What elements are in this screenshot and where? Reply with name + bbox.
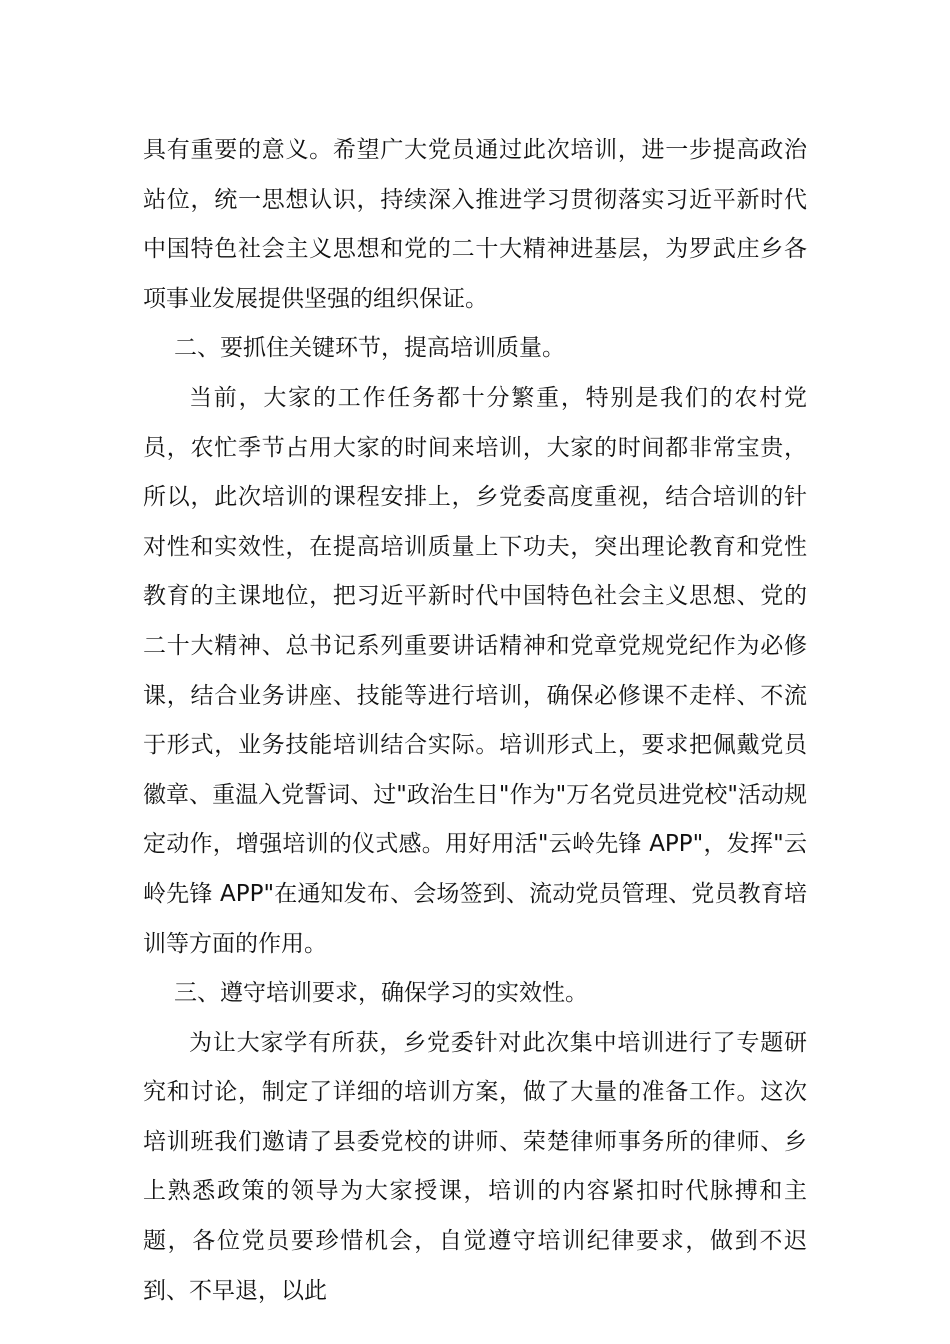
document-body xyxy=(143,126,807,1316)
section-heading-three: 三、遵守培训要求，确保学习的实效性。 xyxy=(174,980,589,1007)
paragraph-continued: 具有重要的意义。希望广大党员通过此次培训，进一步提高政治站位，统一思想认识，持续深入推进学习贯彻落实习近平新时代中国特色社会主义思想和党的二十大精神进基层，为罗武庄乡各项事业发展提供坚强的组织保证。 xyxy=(143,137,807,312)
section-heading-two: 二、要抓住关键环节，提高培训质量。 xyxy=(174,335,566,362)
paragraph-training-requirements: 为让大家学有所获，乡党委针对此次集中培训进行了专题研究和讨论，制定了详细的培训方案，做了大量的准备工作。这次培训班我们邀请了县委党校的讲师、荣楚律师事务所的律师、乡上熟悉政策的领导为大家授课，培训的内容紧扣时代脉搏和主题，各位党员要珍惜机会，自觉遵守培训纪律要求，做到不迟到、不早退，以此 xyxy=(143,1029,807,1304)
paragraph-training-quality: 当前，大家的工作任务都十分繁重，特别是我们的农村党员，农忙季节占用大家的时间来培训，大家的时间都非常宝贵，所以，此次培训的课程安排上，乡党委高度重视，结合培训的针对性和实效性，在提高培训质量上下功夫，突出理论教育和党性教育的主课地位，把习近平新时代中国特色社会主义思想、党的二十大精神、总书记系列重要讲话精神和党章党规党纪作为必修课，结合业务讲座、技能等进行培训，确保必修课不走样、不流于形式，业务技能培训结合实际。培训形式上，要求把佩戴党员徽章、重温入党誓词、过"政治生日"作为"万名党员进党校"活动规定动作，增强培训的仪式感。用好用活"云岭先锋 APP"，发挥"云岭先锋 APP"在通知发布、会场签到、流动党员管理、党员教育培训等方面的作用。 xyxy=(143,384,807,957)
